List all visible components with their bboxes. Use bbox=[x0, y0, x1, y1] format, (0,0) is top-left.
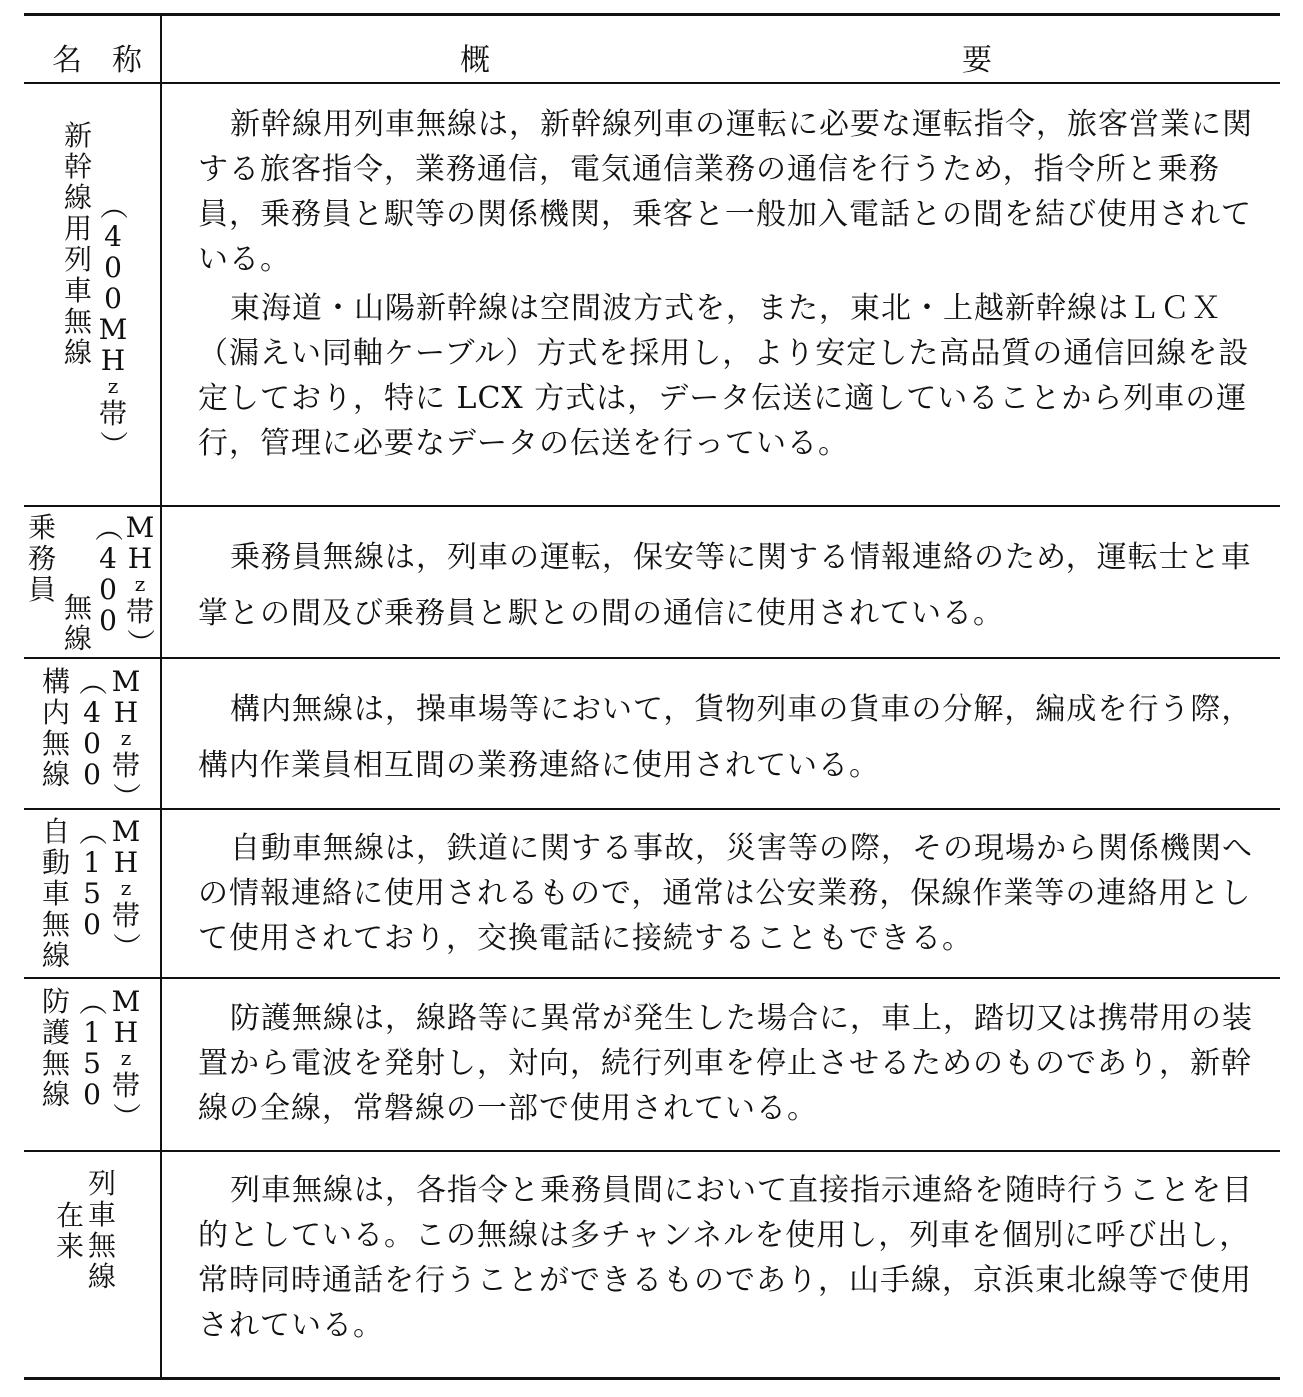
band-char: （ bbox=[75, 987, 109, 1016]
band-char: 0 bbox=[99, 573, 117, 606]
row-summary bbox=[198, 996, 1258, 1131]
band-char: M bbox=[111, 815, 141, 848]
band-char: z bbox=[107, 374, 119, 398]
band-char: 0 bbox=[99, 604, 117, 637]
row-band-column bbox=[110, 666, 142, 812]
row-band-column bbox=[92, 512, 124, 636]
summary-paragraph: 防護無線は，線路等に異常が発生した場合に，車上，踏切又は携帯用の装置から電波を発射し，対向，続行列車を停止させるためのものであり，新幹線の全線，常磐線の一部で使用されている。 bbox=[198, 1001, 1253, 1126]
band-char: （ bbox=[96, 191, 130, 220]
row-band-column bbox=[76, 666, 108, 790]
band-char: z bbox=[120, 1046, 132, 1070]
band-char: 4 bbox=[83, 696, 101, 729]
band-char: 0 bbox=[83, 908, 101, 941]
name-char: 用 bbox=[63, 212, 92, 245]
row-name-column bbox=[40, 666, 72, 790]
band-char: 0 bbox=[83, 727, 101, 760]
name-char: 新 bbox=[63, 119, 92, 152]
table-bottom-border bbox=[24, 1377, 1280, 1380]
header-summary-char-1: 概 bbox=[460, 43, 490, 78]
name-char: 無 bbox=[41, 727, 70, 760]
band-char: z bbox=[120, 726, 132, 750]
row-summary bbox=[198, 1168, 1258, 1348]
row-band-column bbox=[110, 816, 142, 962]
row-band-column bbox=[76, 986, 108, 1110]
band-char: 0 bbox=[104, 282, 122, 315]
row-divider bbox=[24, 808, 1280, 810]
name-char: 幹 bbox=[63, 150, 92, 183]
band-char: 帯 bbox=[111, 1069, 140, 1102]
name-char: 線 bbox=[41, 939, 70, 972]
row-name-column bbox=[40, 986, 72, 1110]
name-char: 線 bbox=[41, 1078, 70, 1111]
band-char: ） bbox=[96, 430, 130, 459]
row-summary bbox=[198, 682, 1258, 794]
name-char: 動 bbox=[41, 846, 70, 879]
band-char: ） bbox=[109, 932, 143, 961]
summary-paragraph: 列車無線は，各指令と乗務員間において直接指示連絡を随時行うことを目的としている。この無線は多チャンネルを使用し，列車を個別に呼び出し，常時同時通話を行うことができるものであり，山手線，京浜東北線等で使用されている。 bbox=[198, 1173, 1253, 1343]
row-name-column bbox=[62, 592, 94, 654]
band-char: 帯 bbox=[111, 899, 140, 932]
band-char: 帯 bbox=[125, 595, 154, 628]
row-name-column bbox=[86, 1168, 118, 1292]
name-char: 線 bbox=[63, 622, 92, 655]
row-name-column bbox=[54, 1200, 86, 1262]
name-char: 防 bbox=[41, 985, 70, 1018]
name-char: 車 bbox=[63, 274, 92, 307]
band-char: 1 bbox=[83, 1016, 101, 1049]
band-char: （ bbox=[75, 817, 109, 846]
name-char: 無 bbox=[63, 305, 92, 338]
band-char: M bbox=[98, 313, 128, 346]
band-char: M bbox=[125, 511, 155, 544]
band-char: M bbox=[111, 665, 141, 698]
summary-paragraph: 乗務員無線は，列車の運転，保安等に関する情報連絡のため，運転士と車掌との間及び乗務員と駅との間の通信に使用されている。 bbox=[198, 540, 1252, 631]
band-char: H bbox=[127, 542, 153, 575]
band-char: H bbox=[113, 846, 139, 879]
name-char: 務 bbox=[27, 542, 56, 575]
row-divider bbox=[24, 977, 1280, 979]
row-summary bbox=[198, 826, 1258, 961]
summary-paragraph: 東海道・山陽新幹線は空間波方式を，また，東北・上越新幹線はＬＣＸ（漏えい同軸ケーブル）方式を採用し，より安定した高品質の通信回線を設定しており，特に LCX 方式は，データ伝送に適していることから列車の運行，管理に必要なデータの伝送を行っている。 bbox=[198, 291, 1250, 461]
row-divider bbox=[24, 657, 1280, 659]
name-char: 自 bbox=[41, 815, 70, 848]
table-top-border bbox=[24, 13, 1280, 16]
row-divider bbox=[24, 505, 1280, 507]
name-char: 来 bbox=[55, 1230, 84, 1263]
name-char: 車 bbox=[41, 877, 70, 910]
header-summary-char-2: 要 bbox=[962, 43, 992, 78]
band-char: H bbox=[113, 1016, 139, 1049]
name-char: 在 bbox=[55, 1199, 84, 1232]
name-char: 列 bbox=[87, 1167, 116, 1200]
band-char: 0 bbox=[104, 251, 122, 284]
band-char: （ bbox=[75, 667, 109, 696]
name-char: 乗 bbox=[27, 511, 56, 544]
band-char: 5 bbox=[83, 1047, 101, 1080]
name-char: 構 bbox=[41, 665, 70, 698]
row-name-column bbox=[62, 120, 94, 368]
name-char: 無 bbox=[87, 1229, 116, 1262]
band-char: 5 bbox=[83, 877, 101, 910]
row-band-column bbox=[97, 190, 129, 460]
band-char: ） bbox=[109, 1102, 143, 1131]
row-band-column bbox=[124, 512, 156, 658]
summary-paragraph: 新幹線用列車無線は，新幹線列車の運転に必要な運転指令，旅客営業に関する旅客指令，業務通信，電気通信業務の通信を行うため，指令所と乗務員，乗務員と駅等の関係機関，乗客と一般加入電話との間を結び使用されている。 bbox=[198, 107, 1253, 277]
name-char: 線 bbox=[63, 181, 92, 214]
row-band-column bbox=[110, 986, 142, 1132]
band-char: ） bbox=[109, 782, 143, 811]
name-char: 無 bbox=[63, 591, 92, 624]
row-name-column bbox=[40, 816, 72, 971]
band-char: 4 bbox=[99, 542, 117, 575]
name-char: 車 bbox=[87, 1198, 116, 1231]
name-char: 線 bbox=[41, 758, 70, 791]
name-char: 無 bbox=[41, 908, 70, 941]
name-char: 内 bbox=[41, 696, 70, 729]
band-char: 帯 bbox=[98, 397, 127, 430]
header-name-char-1: 名 bbox=[52, 43, 82, 78]
name-char: 員 bbox=[27, 573, 56, 606]
column-divider bbox=[160, 16, 162, 1377]
name-char: 列 bbox=[63, 243, 92, 276]
row-divider bbox=[24, 1150, 1280, 1152]
header-bottom-border bbox=[24, 82, 1280, 84]
row-name-column bbox=[26, 512, 58, 605]
band-char: 4 bbox=[104, 220, 122, 253]
name-char: 無 bbox=[41, 1047, 70, 1080]
band-char: H bbox=[113, 696, 139, 729]
band-char: 1 bbox=[83, 846, 101, 879]
row-summary bbox=[198, 530, 1258, 642]
band-char: ） bbox=[123, 628, 157, 657]
header-name-char-2: 称 bbox=[112, 43, 142, 78]
band-char: z bbox=[120, 876, 132, 900]
band-char: z bbox=[134, 572, 146, 596]
name-char: 線 bbox=[63, 336, 92, 369]
row-summary bbox=[198, 102, 1258, 466]
band-char: 0 bbox=[83, 758, 101, 791]
name-char: 線 bbox=[87, 1260, 116, 1293]
row-band-column bbox=[76, 816, 108, 940]
band-char: （ bbox=[91, 513, 125, 542]
band-char: H bbox=[100, 344, 126, 377]
name-char: 護 bbox=[41, 1016, 70, 1049]
band-char: 0 bbox=[83, 1078, 101, 1111]
band-char: M bbox=[111, 985, 141, 1018]
summary-paragraph: 構内無線は，操車場等において，貨物列車の貨車の分解，編成を行う際，構内作業員相互間の業務連絡に使用されている。 bbox=[198, 692, 1253, 783]
band-char: 帯 bbox=[111, 749, 140, 782]
summary-paragraph: 自動車無線は，鉄道に関する事故，災害等の際，その現場から関係機関への情報連絡に使用されるもので，通常は公安業務，保線作業等の連絡用として使用されており，交換電話に接続することもできる。 bbox=[198, 831, 1253, 956]
